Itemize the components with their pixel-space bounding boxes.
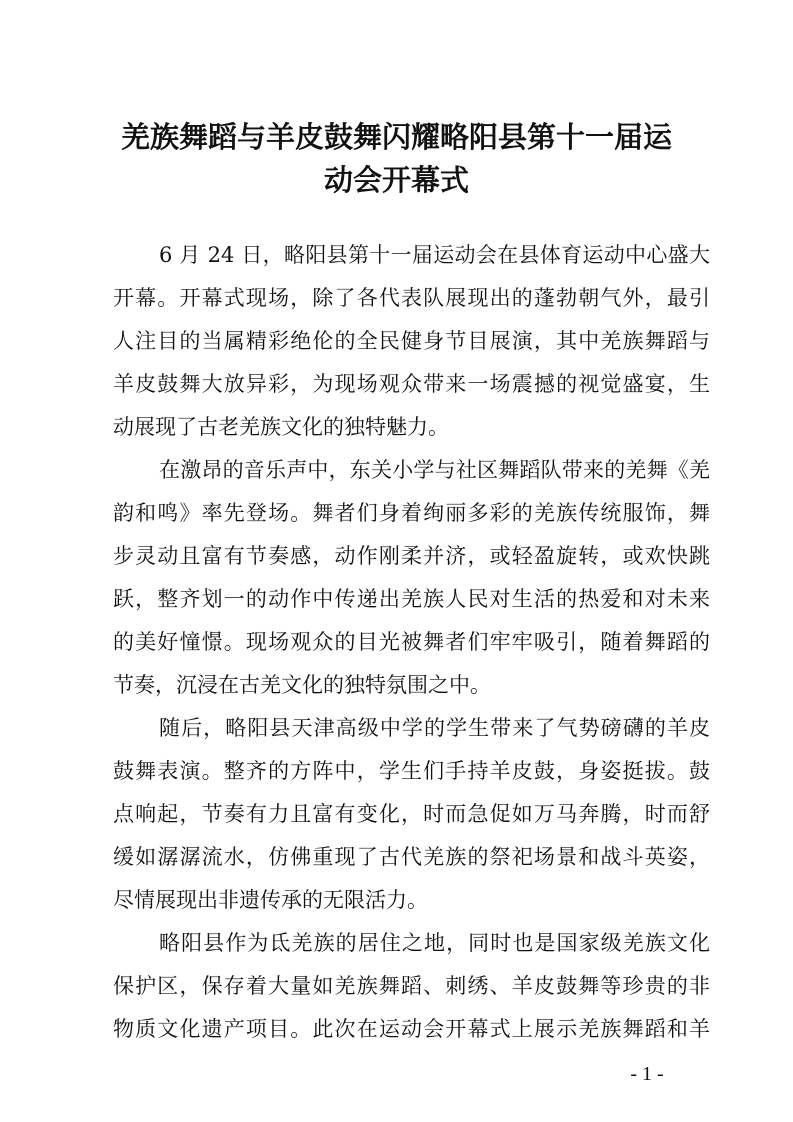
document-title-line-2: 动会开幕式 <box>323 163 469 197</box>
text-line: 6 月 24 日，略阳县第十一届运动会在县体育运动中心盛大 <box>159 243 710 267</box>
paragraph-4 <box>113 922 710 1051</box>
text-line: 跃，整齐划一的动作中传递出羌族人民对生活的热爱和对未来 <box>113 587 710 611</box>
paragraph-1 <box>113 234 710 449</box>
text-line: 尽情展现出非遗传承的无限活力。 <box>113 888 428 912</box>
page-number: - 1 - <box>630 1063 664 1085</box>
text-line: 保护区，保存着大量如羌族舞蹈、刺绣、羊皮鼓舞等珍贵的非 <box>113 974 710 998</box>
paragraph-3 <box>113 707 710 922</box>
text-line: 随后，略阳县天津高级中学的学生带来了气势磅礴的羊皮 <box>159 716 710 740</box>
paragraph-2 <box>113 449 710 707</box>
text-line: 在激昂的音乐声中，东关小学与社区舞蹈队带来的羌舞《羌 <box>159 458 710 482</box>
text-line: 动展现了古老羌族文化的独特魅力。 <box>113 415 449 439</box>
document-title-line-1: 羌族舞蹈与羊皮鼓舞闪耀略阳县第十一届运 <box>120 120 672 154</box>
text-line: 鼓舞表演。整齐的方阵中，学生们手持羊皮鼓，身姿挺拔。鼓 <box>113 759 710 783</box>
text-line: 物质文化遗产项目。此次在运动会开幕式上展示羌族舞蹈和羊 <box>113 1017 710 1041</box>
text-line: 节奏，沉浸在古羌文化的独特氛围之中。 <box>113 673 491 697</box>
text-line: 略阳县作为氐羌族的居住之地，同时也是国家级羌族文化 <box>159 931 710 955</box>
text-line: 韵和鸣》率先登场。舞者们身着绚丽多彩的羌族传统服饰，舞 <box>113 501 710 525</box>
text-line: 开幕。开幕式现场，除了各代表队展现出的蓬勃朝气外，最引 <box>113 286 710 310</box>
text-line: 羊皮鼓舞大放异彩，为现场观众带来一场震撼的视觉盛宴，生 <box>113 372 710 396</box>
text-line: 人注目的当属精彩绝伦的全民健身节目展演，其中羌族舞蹈与 <box>113 329 710 353</box>
text-line: 点响起，节奏有力且富有变化，时而急促如万马奔腾，时而舒 <box>113 802 710 826</box>
text-line: 缓如潺潺流水，仿佛重现了古代羌族的祭祀场景和战斗英姿， <box>113 845 710 869</box>
text-line: 的美好憧憬。现场观众的目光被舞者们牢牢吸引，随着舞蹈的 <box>113 630 710 654</box>
text-line: 步灵动且富有节奏感，动作刚柔并济，或轻盈旋转，或欢快跳 <box>113 544 710 568</box>
